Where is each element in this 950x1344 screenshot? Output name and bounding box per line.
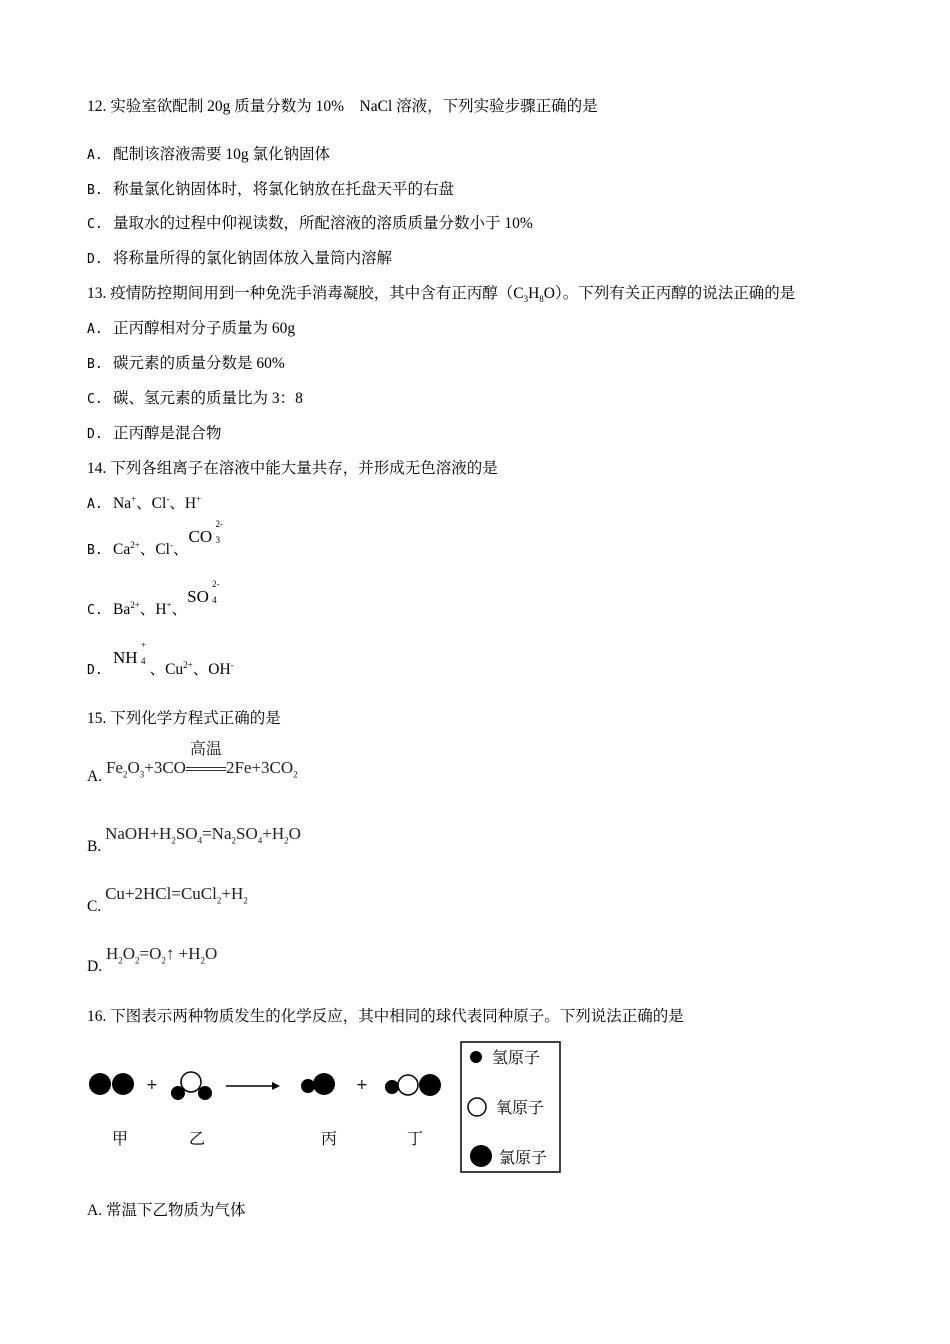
chlorine-atom: [112, 1073, 134, 1095]
reaction-arrow: [226, 1082, 280, 1090]
oxygen-atom: [398, 1075, 418, 1095]
hydrogen-atom: [301, 1079, 315, 1093]
molecule-bing: [301, 1073, 335, 1095]
chlorine-atom: [313, 1073, 335, 1095]
chlorine-atom: [419, 1074, 441, 1096]
q14-stem: 14. 下列各组离子在溶液中能大量共存，并形成无色溶液的是: [87, 460, 498, 477]
q14-option-c: C. $Ba^{2+}$、H+、SO 2- 4: [87, 579, 220, 618]
legend-oxygen-label: 氧原子: [496, 1098, 545, 1117]
legend-oxygen-icon: [468, 1098, 486, 1116]
q15-option-b: B. $NaOH+H_2SO_4=Na_2SO_4+H_2O$: [87, 824, 301, 855]
q15-stem: 15. 下列化学方程式正确的是: [87, 710, 281, 727]
hydrogen-atom: [198, 1086, 212, 1100]
q13-option-d: D. 正丙醇是混合物: [87, 425, 222, 442]
q15-option-a: A. $Fe_2O_3+3CO$ 高温 $2Fe+3CO_2$: [87, 758, 298, 779]
q13-option-c: C. 碳、氢元素的质量比为 3：8: [87, 390, 303, 407]
plus-sign-1: +: [146, 1077, 158, 1093]
label-ding: 丁: [407, 1129, 424, 1148]
label-yi: 乙: [189, 1129, 206, 1148]
q15-option-d: D. $H_2O_2=O_2↑ +H_2O$: [87, 944, 218, 975]
hydrogen-atom: [171, 1086, 185, 1100]
reaction-condition: 高温: [189, 739, 222, 758]
q14-option-d: D.NH + 4 、$Cu^{2+}$、OH-: [87, 640, 234, 678]
q14-option-a: A. Na+、Cl-、H+: [87, 493, 202, 512]
q12-option-d: D. 将称量所得的氯化钠固体放入量筒内溶解: [87, 250, 393, 267]
q12-stem: 12. 实验室欲配制 20g 质量分数为 10% NaCl 溶液，下列实验步骤正确的是: [87, 98, 598, 115]
plus-sign-2: +: [356, 1077, 368, 1093]
molecule-ding: [385, 1074, 441, 1096]
q13-stem: 13. 疫情防控期间用到一种免洗手消毒凝胶，其中含有正丙醇$(C_3H_8O)$。下列有关正丙醇的说法正确的是: [87, 285, 796, 305]
q16-stem: 16. 下图表示两种物质发生的化学反应，其中相同的球代表同种原子。下列说法正确的是: [87, 1008, 684, 1025]
molecule-yi: [171, 1072, 212, 1100]
legend-chlorine-icon: [470, 1145, 492, 1167]
oxygen-atom: [181, 1072, 201, 1092]
legend-chlorine-label: 氯原子: [499, 1148, 548, 1167]
legend-hydrogen-icon: [470, 1051, 482, 1063]
hydrogen-atom: [385, 1080, 399, 1094]
label-bing: 丙: [321, 1129, 338, 1148]
q13-option-b: B. 碳元素的质量分数是 60%: [87, 355, 285, 372]
q12-option-a: A. 配制该溶液需要 10g 氯化钠固体: [87, 146, 331, 163]
q12-option-c: C. 量取水的过程中仰视读数，所配溶液的溶质质量分数小于 10%: [87, 215, 533, 232]
q13-option-a: A. 正丙醇相对分子质量为 60g: [87, 320, 296, 337]
q12-option-b: B. 称量氯化钠固体时，将氯化钠放在托盘天平的右盘: [87, 181, 455, 198]
molecule-jia: [89, 1073, 134, 1095]
legend-box: [461, 1042, 560, 1172]
chlorine-atom: [89, 1073, 111, 1095]
reaction-diagram: [80, 1035, 570, 1180]
q16-option-a: A. 常温下乙物质为气体: [87, 1202, 246, 1219]
q14-option-b: B. $Ca^{2+}$、Cl-、CO 2- 3: [87, 519, 223, 558]
label-jia: 甲: [112, 1129, 129, 1148]
legend-hydrogen-label: 氢原子: [492, 1048, 541, 1067]
q15-option-c: C. $Cu+2HCl=CuCl_2+H_2$: [87, 884, 248, 915]
